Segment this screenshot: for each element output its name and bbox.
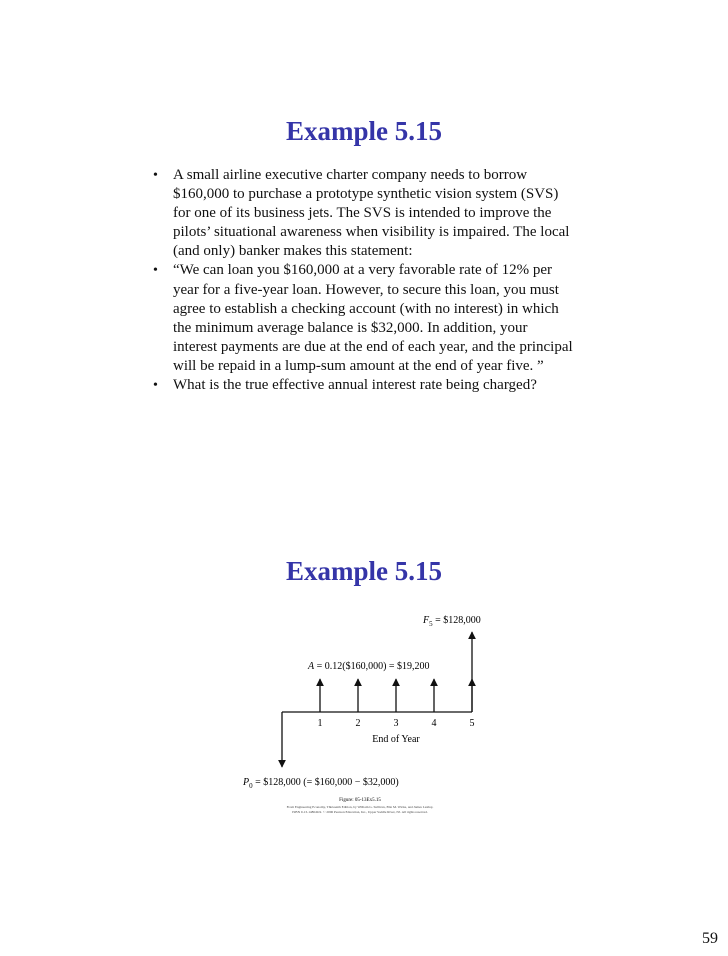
figure-caption: Figure: 05-13Ex5.15 [339,798,381,803]
cash-flow-diagram [230,605,510,820]
annuity-label: A = 0.12($160,000) = $19,200 [308,661,430,672]
year-label: 4 [431,718,437,729]
future-value-label: $F_5$ = $128,000 [423,615,481,628]
slide-title: Example 5.15 [285,116,442,146]
slide-title: Example 5.15 [285,556,442,586]
bullet-list [153,166,573,395]
year-label: 2 [355,718,361,729]
bullet-item: • “We can loan you $160,000 at a very favorable rate of 12% per year for a five-year loan. However, to secure this loan, you must agree to establish a checking account (with no interest) in which the minimum average balance is $32,000. In addition, your interest payments are due at the end of each year, and the principal will be repaid in a lump-sum amount at the end of year five. ” [153,261,573,376]
bullet-item: • What is the true effective annual interest rate being charged? [153,376,573,395]
year-label: 3 [393,718,399,729]
figure-credit: ISBN 0-13-148649-9. © 2006 Pearson Education, Inc., Upper Saddle River, NJ. All rights reserved. [292,810,428,814]
page-number: 59 [702,930,718,947]
present-value-label: $P_0$ = $128,000 (= $160,000 − $32,000) [243,777,399,790]
figure-credit: From Engineering Economy, Thirteenth Edition, by William G. Sullivan, Elin M. Wicks, and James Luxhoj. [286,805,434,809]
year-label: 1 [317,718,323,729]
axis-label: End of Year [372,734,420,745]
year-label: 5 [469,718,475,729]
bullet-item: • A small airline executive charter company needs to borrow $160,000 to purchase a prototype synthetic vision system (SVS) for one of its business jets. The SVS is intended to improve the pilots’ situational awareness when visibility is impaired. The local (and only) banker makes this statement: [153,166,573,261]
